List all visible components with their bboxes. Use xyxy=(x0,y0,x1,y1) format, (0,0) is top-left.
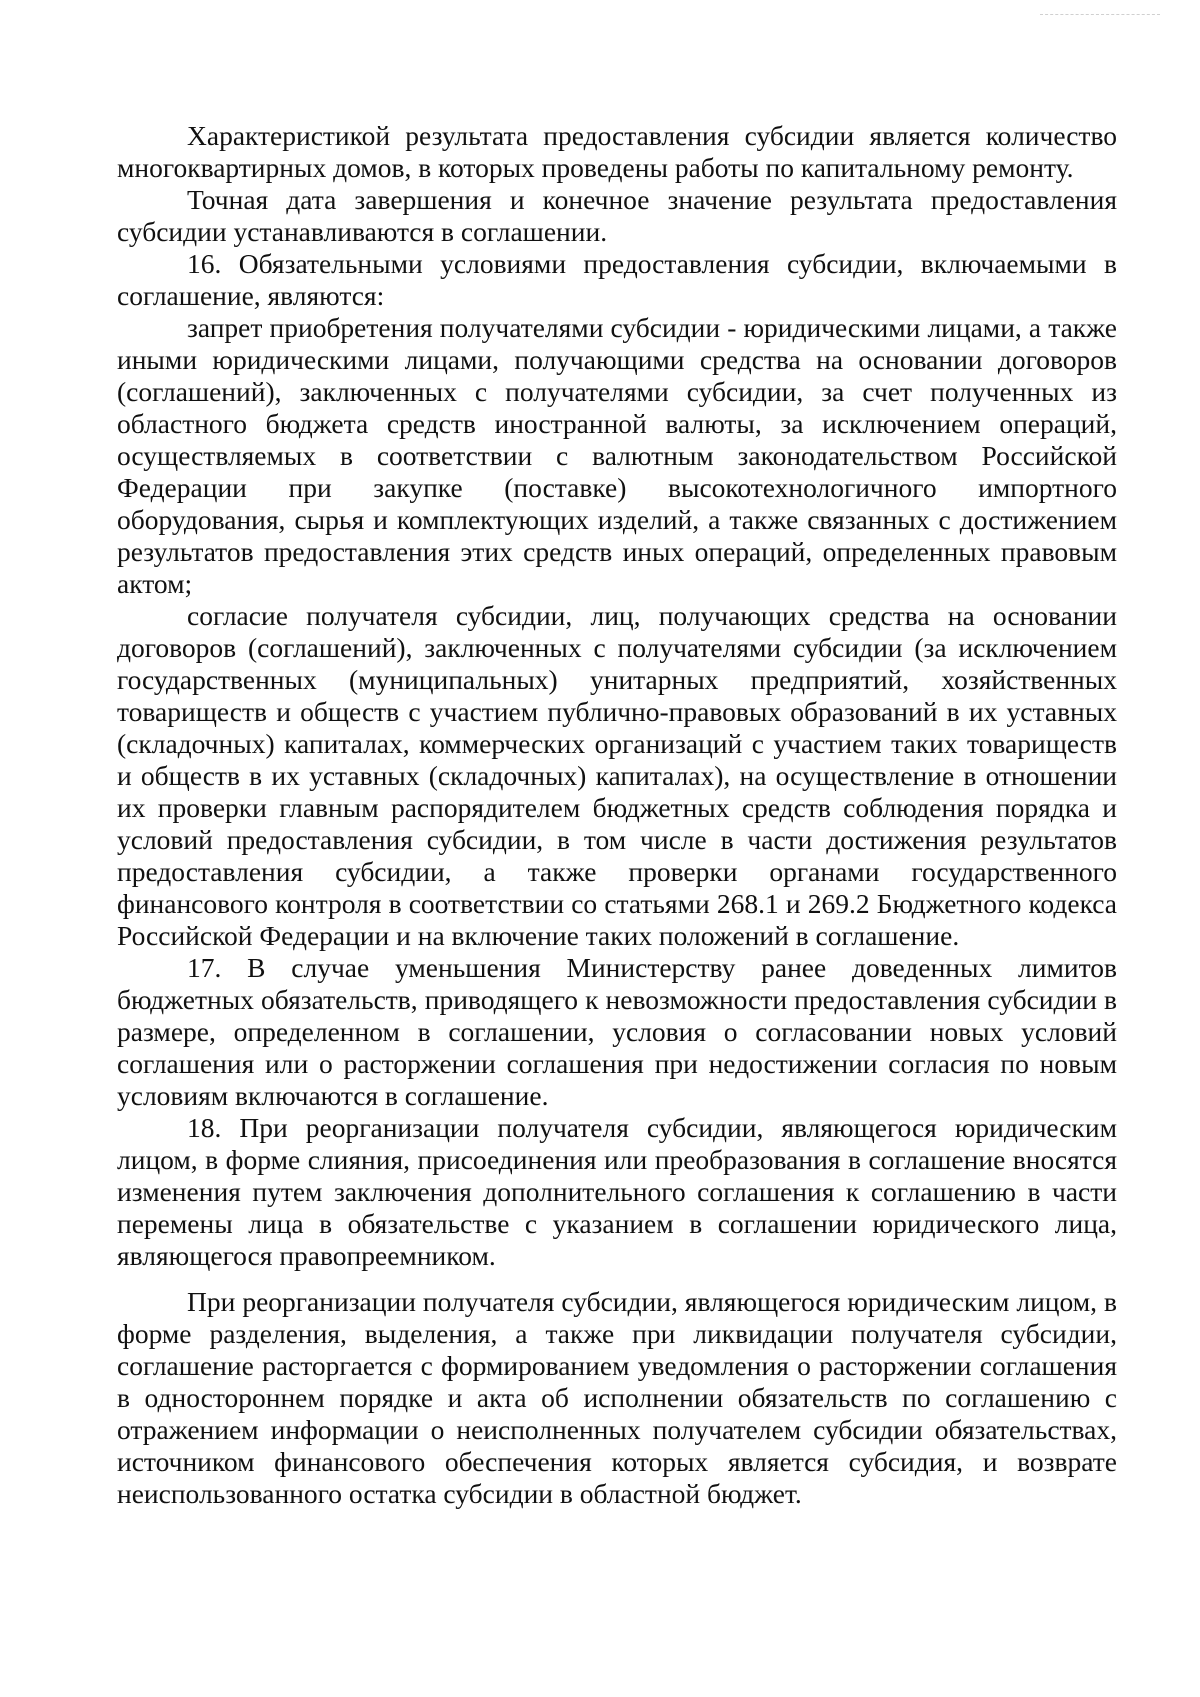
paragraph-currency-ban: запрет приобретения получателями субсидии - юридическими лицами, а также иными юридическими лицами, получающими средства на основании договоров (соглашений), заключенных с получателями субсидии, за счет полученных из областного бюджета средств иностранной валюты, за исключением операций, осуществляемых в соответствии с валютным законодательством Российской Федерации при закупке (поставке) высокотехнологичного импортного оборудования, сырья и комплектующих изделий, а также связанных с достижением результатов предоставления этих средств иных операций, определенных правовым актом; xyxy=(117,312,1117,599)
paragraph-completion-date: Точная дата завершения и конечное значение результата предоставления субсидии устанавливаются в соглашении. xyxy=(117,184,1117,247)
paragraph-item-18: 18. При реорганизации получателя субсидии, являющегося юридическим лицом, в форме слияния, присоединения или преобразования в соглашение вносятся изменения путем заключения дополнительного соглашения к соглашению в части перемены лица в обязательстве с указанием в соглашении юридического лица, являющегося правопреемником. xyxy=(117,1112,1117,1271)
scan-artifact xyxy=(1040,14,1160,17)
paragraph-item-16: 16. Обязательными условиями предоставления субсидии, включаемыми в соглашение, являются: xyxy=(117,248,1117,311)
document-body xyxy=(117,120,1117,1510)
paragraph-consent: согласие получателя субсидии, лиц, получающих средства на основании договоров (соглашений), заключенных с получателями субсидии (за исключением государственных (муниципальных) унитарных предприятий, хозяйственных товариществ и обществ с участием публично-правовых образований в их уставных (складочных) капиталах, коммерческих организаций с участием таких товариществ и обществ в их уставных (складочных) капиталах), на осуществление в отношении их проверки главным распорядителем бюджетных средств соблюдения порядка и условий предоставления субсидии, в том числе в части достижения результатов предоставления субсидии, а также проверки органами государственного финансового контроля в соответствии со статьями 268.1 и 269.2 Бюджетного кодекса Российской Федерации и на включение таких положений в соглашение. xyxy=(117,600,1117,951)
paragraph-item-17: 17. В случае уменьшения Министерству ранее доведенных лимитов бюджетных обязательств, приводящего к невозможности предоставления субсидии в размере, определенном в соглашении, условия о согласовании новых условий соглашения или о расторжении соглашения при недостижении согласия по новым условиям включаются в соглашение. xyxy=(117,952,1117,1111)
paragraph-result-characteristic: Характеристикой результата предоставления субсидии является количество многоквартирных домов, в которых проведены работы по капитальному ремонту. xyxy=(117,120,1117,183)
paragraph-reorganization: При реорганизации получателя субсидии, являющегося юридическим лицом, в форме разделения, выделения, а также при ликвидации получателя субсидии, соглашение расторгается с формированием уведомления о расторжении соглашения в одностороннем порядке и акта об исполнении обязательств по соглашению с отражением информации о неисполненных получателем субсидии обязательствах, источником финансового обеспечения которых является субсидия, и возврате неиспользованного остатка субсидии в областной бюджет. xyxy=(117,1286,1117,1509)
